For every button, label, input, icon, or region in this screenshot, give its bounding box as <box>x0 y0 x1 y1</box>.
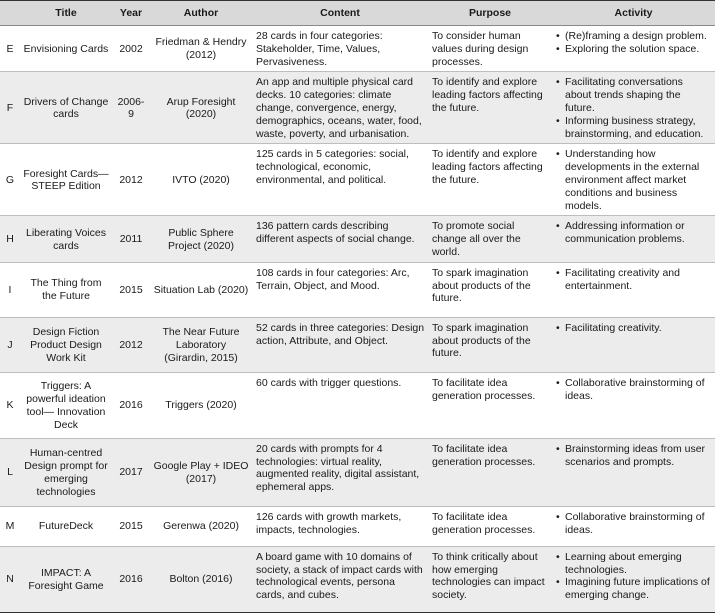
row-title: Envisioning Cards <box>20 26 112 72</box>
row-year: 2017 <box>112 438 150 506</box>
row-id: K <box>0 372 20 438</box>
row-author: IVTO (2020) <box>150 144 252 216</box>
activity-item: • Facilitating creativity and entertainment. <box>554 267 712 293</box>
row-author: Gerenwa (2020) <box>150 506 252 546</box>
row-content: A board game with 10 domains of society, a stack of impact cards with technological events, persona cards, and cubes. <box>252 546 428 612</box>
row-title: Liberating Voices cards <box>20 216 112 262</box>
activity-item: • Collaborative brainstorming of ideas. <box>554 511 712 537</box>
row-title: Triggers: A powerful ideation tool— Innovation Deck <box>20 372 112 438</box>
row-year: 2012 <box>112 317 150 372</box>
activity-list <box>554 76 712 140</box>
row-content: An app and multiple physical card decks. 10 categories: climate change, convergence, energy, demographics, oceans, water, food, waste, poverty, and urbanisation. <box>252 72 428 144</box>
activity-item: • Exploring the solution space. <box>554 43 712 56</box>
row-author: Situation Lab (2020) <box>150 262 252 317</box>
activity-list <box>554 148 712 212</box>
activity-item: • Imagining future implications of emerging change. <box>554 576 712 602</box>
row-purpose: To facilitate idea generation processes. <box>428 372 552 438</box>
row-year: 2016 <box>112 546 150 612</box>
header-row <box>0 1 715 26</box>
header-content: Content <box>252 1 428 26</box>
header-year: Year <box>112 1 150 26</box>
row-purpose: To promote social change all over the world. <box>428 216 552 262</box>
row-purpose: To think critically about how emerging technologies can impact society. <box>428 546 552 612</box>
header-purpose: Purpose <box>428 1 552 26</box>
row-activity <box>552 216 715 262</box>
row-content: 125 cards in 5 categories: social, technological, economic, environmental, and political. <box>252 144 428 216</box>
table-row <box>0 26 715 72</box>
row-purpose: To identify and explore leading factors affecting the future. <box>428 72 552 144</box>
table-row <box>0 144 715 216</box>
activity-item: • Collaborative brainstorming of ideas. <box>554 377 712 403</box>
row-author: Friedman & Hendry (2012) <box>150 26 252 72</box>
row-purpose: To spark imagination about products of the future. <box>428 262 552 317</box>
row-year: 2006-9 <box>112 72 150 144</box>
activity-item: • Facilitating conversations about trends shaping the future. <box>554 76 712 114</box>
header-author: Author <box>150 1 252 26</box>
row-id: H <box>0 216 20 262</box>
activity-item: • Informing business strategy, brainstorming, and education. <box>554 115 712 141</box>
row-title: Drivers of Change cards <box>20 72 112 144</box>
table-body <box>0 26 715 613</box>
row-content: 52 cards in three categories: Design action, Attribute, and Object. <box>252 317 428 372</box>
activity-list <box>554 443 712 469</box>
row-activity <box>552 372 715 438</box>
row-author: Google Play + IDEO (2017) <box>150 438 252 506</box>
row-purpose: To consider human values during design processes. <box>428 26 552 72</box>
row-content: 60 cards with trigger questions. <box>252 372 428 438</box>
row-purpose: To facilitate idea generation processes. <box>428 438 552 506</box>
row-activity <box>552 26 715 72</box>
row-author: Arup Foresight (2020) <box>150 72 252 144</box>
row-id: M <box>0 506 20 546</box>
activity-list <box>554 551 712 602</box>
activity-list <box>554 377 712 403</box>
header-title: Title <box>20 1 112 26</box>
table-row <box>0 438 715 506</box>
row-activity <box>552 72 715 144</box>
row-id: F <box>0 72 20 144</box>
row-year: 2016 <box>112 372 150 438</box>
activity-item: • Learning about emerging technologies. <box>554 551 712 577</box>
row-content: 20 cards with prompts for 4 technologies: virtual reality, augmented reality, digital assistant, ephemeral apps. <box>252 438 428 506</box>
table-row <box>0 506 715 546</box>
row-activity <box>552 546 715 612</box>
activity-item: • (Re)framing a design problem. <box>554 30 712 43</box>
table-row <box>0 372 715 438</box>
row-purpose: To spark imagination about products of the future. <box>428 317 552 372</box>
table-row <box>0 216 715 262</box>
row-year: 2015 <box>112 506 150 546</box>
row-activity <box>552 317 715 372</box>
activity-list <box>554 322 712 335</box>
row-content: 126 cards with growth markets, impacts, technologies. <box>252 506 428 546</box>
activity-item: • Facilitating creativity. <box>554 322 712 335</box>
activity-item: • Addressing information or communication problems. <box>554 220 712 246</box>
row-activity <box>552 506 715 546</box>
activity-list <box>554 511 712 537</box>
header-activity: Activity <box>552 1 715 26</box>
row-activity <box>552 144 715 216</box>
row-id: J <box>0 317 20 372</box>
row-content: 28 cards in four categories: Stakeholder, Time, Values, Pervasiveness. <box>252 26 428 72</box>
table-row <box>0 262 715 317</box>
row-title: Human-centred Design prompt for emerging technologies <box>20 438 112 506</box>
activity-list <box>554 30 712 56</box>
table-row <box>0 317 715 372</box>
table-header <box>0 1 715 26</box>
row-activity <box>552 262 715 317</box>
row-title: IMPACT: A Foresight Game <box>20 546 112 612</box>
table-row <box>0 72 715 144</box>
row-author: Triggers (2020) <box>150 372 252 438</box>
row-purpose: To facilitate idea generation processes. <box>428 506 552 546</box>
row-title: Design Fiction Product Design Work Kit <box>20 317 112 372</box>
activity-item: • Understanding how developments in the external environment affect market conditions and business models. <box>554 148 712 212</box>
row-id: I <box>0 262 20 317</box>
row-id: N <box>0 546 20 612</box>
header-id <box>0 1 20 26</box>
row-title: Foresight Cards— STEEP Edition <box>20 144 112 216</box>
row-year: 2011 <box>112 216 150 262</box>
row-content: 108 cards in four categories: Arc, Terrain, Object, and Mood. <box>252 262 428 317</box>
row-id: E <box>0 26 20 72</box>
row-author: Bolton (2016) <box>150 546 252 612</box>
row-activity <box>552 438 715 506</box>
activity-list <box>554 220 712 246</box>
activity-item: • Brainstorming ideas from user scenarios and prompts. <box>554 443 712 469</box>
activity-list <box>554 267 712 293</box>
row-id: L <box>0 438 20 506</box>
row-year: 2002 <box>112 26 150 72</box>
row-purpose: To identify and explore leading factors affecting the future. <box>428 144 552 216</box>
row-id: G <box>0 144 20 216</box>
row-content: 136 pattern cards describing different aspects of social change. <box>252 216 428 262</box>
table-row <box>0 546 715 612</box>
row-author: The Near Future Laboratory (Girardin, 2015) <box>150 317 252 372</box>
row-title: FutureDeck <box>20 506 112 546</box>
row-year: 2012 <box>112 144 150 216</box>
row-author: Public Sphere Project (2020) <box>150 216 252 262</box>
row-title: The Thing from the Future <box>20 262 112 317</box>
row-year: 2015 <box>112 262 150 317</box>
